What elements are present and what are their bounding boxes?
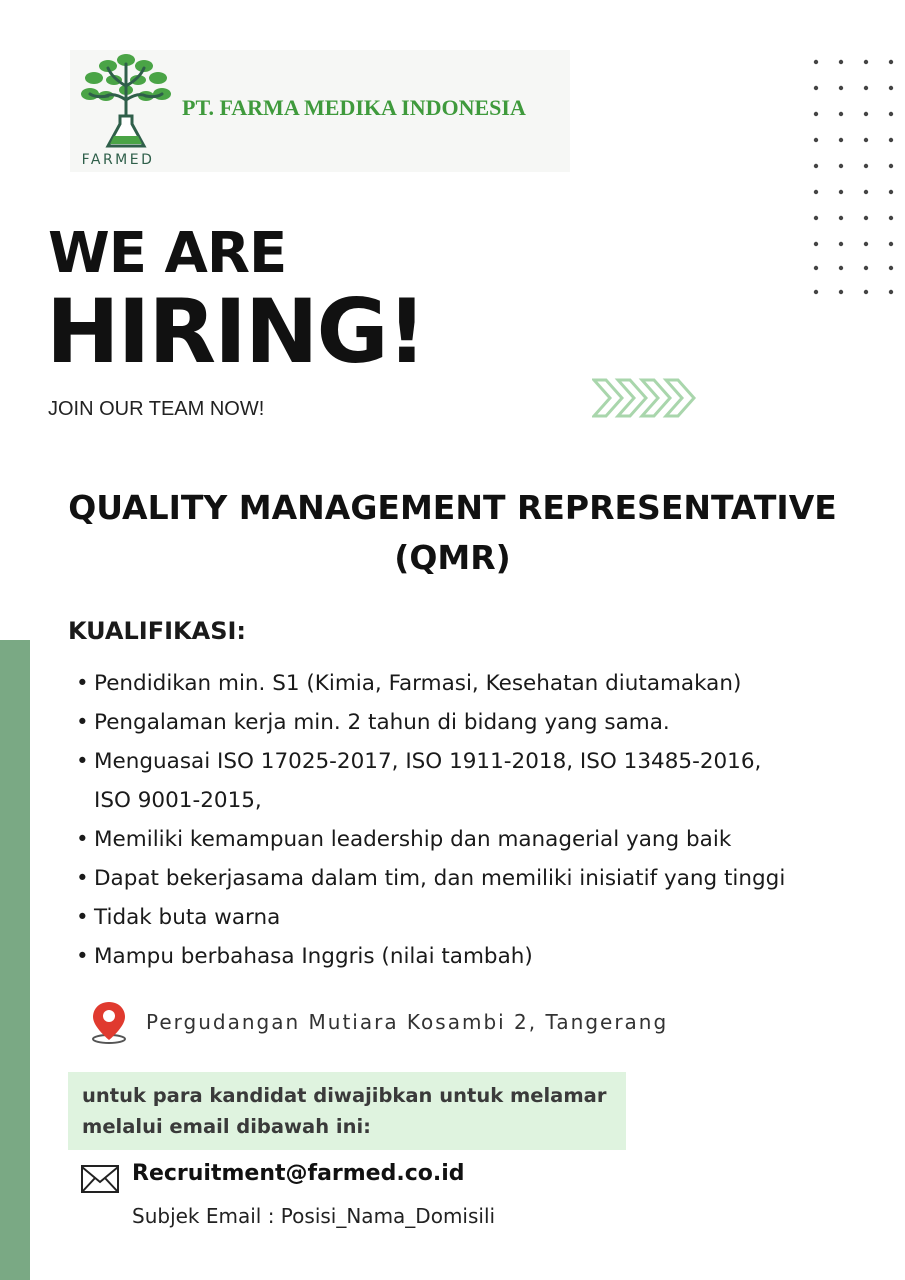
application-note bbox=[68, 1072, 626, 1150]
envelope-icon bbox=[80, 1164, 120, 1194]
list-item-continuation: ISO 9001-2015, bbox=[94, 788, 262, 813]
list-item: • Mampu berbahasa Inggris (nilai tambah) bbox=[76, 937, 876, 976]
position-abbr: (QMR) bbox=[394, 538, 511, 577]
list-item: • Dapat bekerjasama dalam tim, dan memiliki inisiatif yang tinggi bbox=[76, 859, 876, 898]
list-item: • Memiliki kemampuan leadership dan managerial yang baik bbox=[76, 820, 876, 859]
location-row bbox=[88, 1000, 669, 1046]
list-item: • Menguasai ISO 17025-2017, ISO 1911-2018, ISO 13485-2016, bbox=[76, 742, 876, 781]
position-title bbox=[30, 483, 875, 583]
email-address[interactable]: Recruitment@farmed.co.id bbox=[132, 1161, 465, 1186]
company-logo bbox=[70, 50, 570, 172]
email-subject: Subjek Email : Posisi_Nama_Domisili bbox=[132, 1204, 496, 1228]
logo-text: FARMED bbox=[81, 152, 155, 168]
headline-line2: HIRING! bbox=[46, 280, 425, 383]
company-name: PT. FARMA MEDIKA INDONESIA bbox=[182, 95, 526, 120]
dot-grid-decoration bbox=[812, 58, 902, 298]
note-line1: untuk para kandidat diwajibkan untuk melamar bbox=[82, 1084, 607, 1107]
map-pin-icon bbox=[88, 1000, 130, 1044]
note-line2: melalui email dibawah ini: bbox=[82, 1115, 371, 1138]
qualifications-heading: KUALIFIKASI: bbox=[68, 617, 247, 645]
tree-flask-icon bbox=[78, 50, 174, 150]
tagline: JOIN OUR TEAM NOW! bbox=[48, 398, 265, 420]
headline-line1: WE ARE bbox=[48, 221, 287, 286]
qualifications-list bbox=[76, 664, 876, 976]
position-name: QUALITY MANAGEMENT REPRESENTATIVE bbox=[68, 488, 837, 527]
accent-strip bbox=[0, 640, 30, 1280]
chevrons-decoration bbox=[592, 378, 708, 418]
list-item: • Pengalaman kerja min. 2 tahun di bidang yang sama. bbox=[76, 703, 876, 742]
list-item: • Tidak buta warna bbox=[76, 898, 876, 937]
location-text: Pergudangan Mutiara Kosambi 2, Tangerang bbox=[146, 1010, 669, 1034]
list-item: • Pendidikan min. S1 (Kimia, Farmasi, Kesehatan diutamakan) bbox=[76, 664, 876, 703]
